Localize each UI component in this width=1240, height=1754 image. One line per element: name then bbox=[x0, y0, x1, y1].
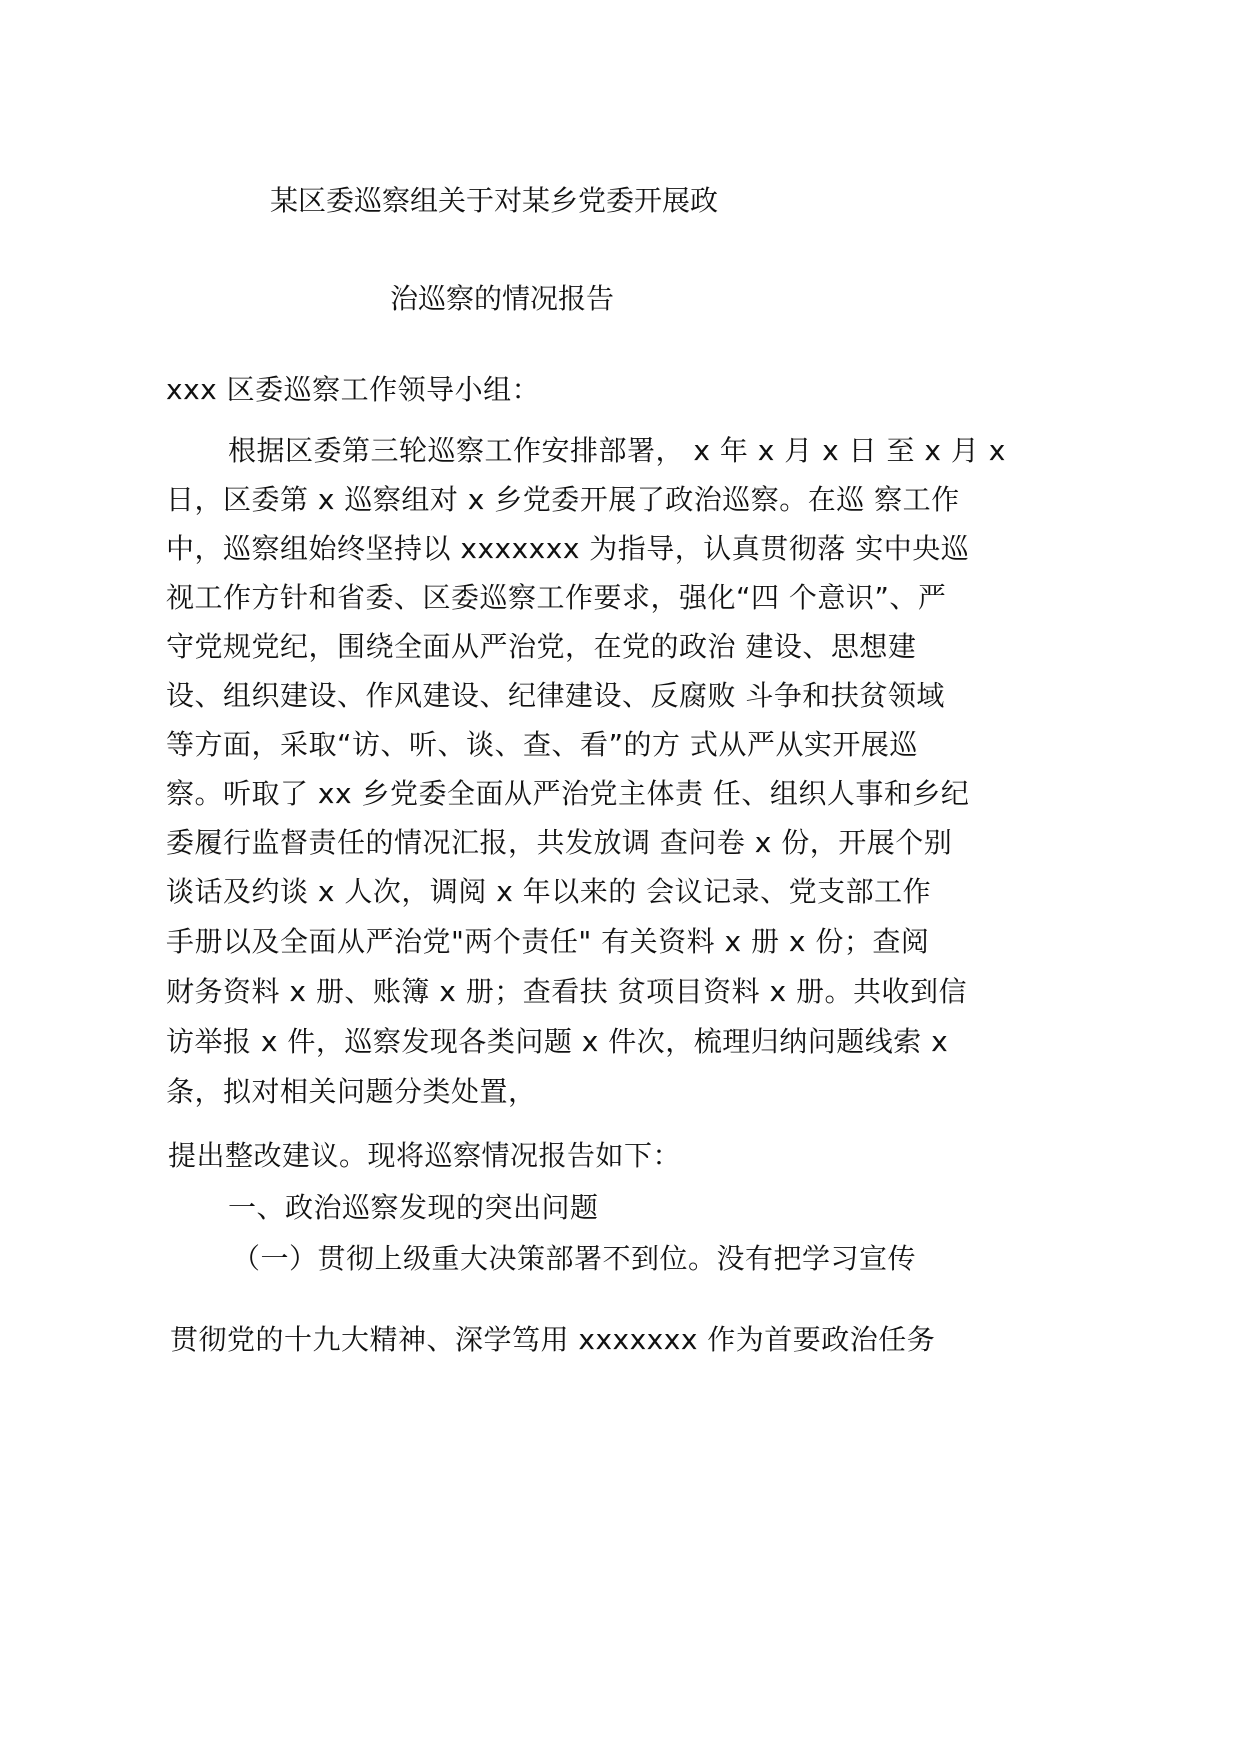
body-line-8: 察。听取了 xx 乡党委全面从严治党主体责 任、组织人事和乡纪 bbox=[166, 777, 970, 810]
body-line-1: 根据区委第三轮巡察工作安排部署， x 年 x 月 x 日 至 x 月 x bbox=[228, 434, 1006, 467]
body-line-2: 日，区委第 x 巡察组对 x 乡党委开展了政治巡察。在巡 察工作 bbox=[166, 483, 960, 516]
body-line-3: 中，巡察组始终坚持以 xxxxxxx 为指导，认真贯彻落 实中央巡 bbox=[166, 532, 970, 565]
body-line-11: 手册以及全面从严治党"两个责任" 有关资料 x 册 x 份；查阅 bbox=[166, 925, 930, 958]
subsection-heading: （一）贯彻上级重大决策部署不到位。没有把学习宣传 bbox=[232, 1242, 917, 1275]
continuation-line: 提出整改建议。现将巡察情况报告如下： bbox=[168, 1139, 682, 1172]
body-line-9: 委履行监督责任的情况汇报，共发放调 查问卷 x 份，开展个别 bbox=[166, 826, 953, 859]
body-line-7: 等方面，采取“访、听、谈、查、看”的方 式从严从实开展巡 bbox=[166, 728, 918, 761]
body-last-line: 贯彻党的十九大精神、深学笃用 xxxxxxx 作为首要政治任务 bbox=[170, 1323, 936, 1356]
document-title-line-1: 某区委巡察组关于对某乡党委开展政 bbox=[270, 184, 719, 217]
body-line-14: 条，拟对相关问题分类处置， bbox=[166, 1075, 537, 1108]
body-line-5: 守党规党纪，围绕全面从严治党，在党的政治 建设、思想建 bbox=[166, 630, 917, 663]
body-line-12: 财务资料 x 册、账簿 x 册；查看扶 贫项目资料 x 册。共收到信 bbox=[166, 975, 968, 1008]
section-heading: 一、政治巡察发现的突出问题 bbox=[228, 1191, 599, 1224]
salutation: xxx 区委巡察工作领导小组： bbox=[166, 373, 541, 406]
body-line-4: 视工作方针和省委、区委巡察工作要求，强化“四 个意识”、严 bbox=[166, 581, 947, 614]
body-line-6: 设、组织建设、作风建设、纪律建设、反腐败 斗争和扶贫领域 bbox=[166, 679, 945, 712]
body-line-10: 谈话及约谈 x 人次，调阅 x 年以来的 会议记录、党支部工作 bbox=[166, 875, 932, 908]
body-line-13: 访举报 x 件，巡察发现各类问题 x 件次，梳理归纳问题线索 x bbox=[166, 1025, 949, 1058]
document-title-line-2: 治巡察的情况报告 bbox=[390, 282, 615, 315]
